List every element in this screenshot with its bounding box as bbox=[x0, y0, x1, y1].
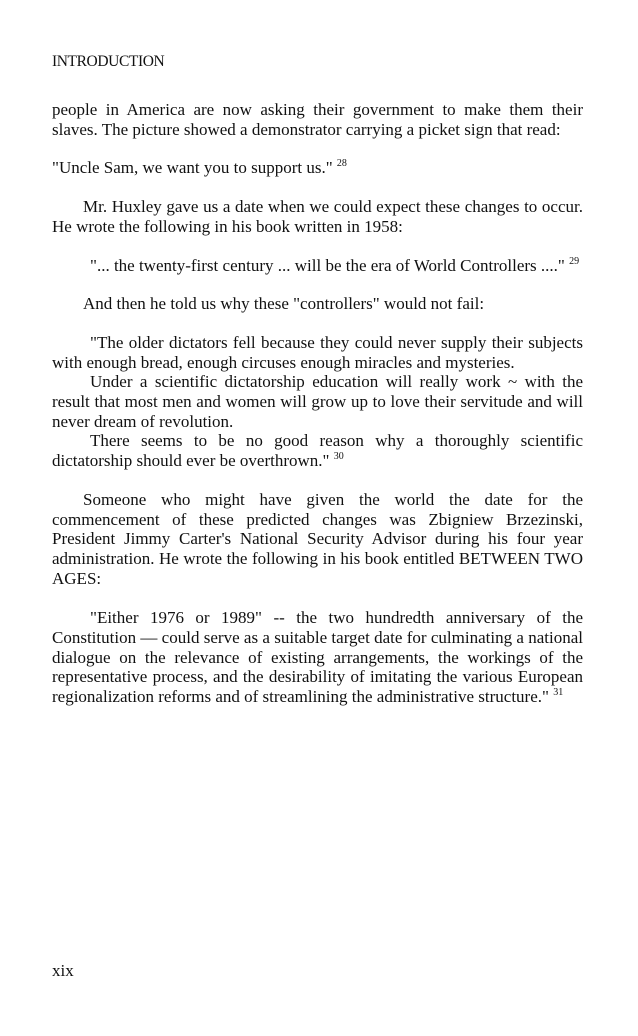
paragraph-brzezinski bbox=[52, 490, 583, 589]
paragraph-text: people in America are now asking their government to make them their slaves. The picture showed a demonstrator carrying a picket sign that read: bbox=[52, 100, 583, 139]
quote-scientific-dictatorship bbox=[52, 372, 583, 431]
page-body bbox=[52, 52, 583, 707]
quote-older-dictators bbox=[52, 333, 583, 372]
running-head: INTRODUCTION bbox=[52, 53, 165, 70]
paragraph-intro bbox=[52, 100, 583, 139]
paragraph-text: Mr. Huxley gave us a date when we could expect these changes to occur. He wrote the following in his book written in 1958: bbox=[52, 197, 583, 236]
quote-overthrown bbox=[52, 431, 583, 470]
quote-between-two-ages bbox=[52, 608, 583, 707]
quote-text: "... the twenty-first century ... will be the era of World Controllers ...." bbox=[90, 255, 565, 275]
footnote-ref: 28 bbox=[336, 158, 347, 170]
paragraph-controllers bbox=[52, 294, 583, 314]
quote-text: Under a scientific dictatorship education will really work ~ with the result that most men and women will grow up to love their servitude and will never dream of revolution. bbox=[52, 372, 583, 431]
quote-text: "Either 1976 or 1989" -- the two hundredth anniversary of the Constitution — could serve as a suitable target date for culminating a national dialogue on the relevance of existing arrangements, the workings of the representative process, and the desirability of imitating the various European regionalization reforms and of streamlining the administrative structure." bbox=[52, 608, 583, 707]
quote-text: "The older dictators fell because they could never supply their subjects with enough bread, enough circuses enough miracles and mysteries. bbox=[52, 332, 583, 372]
quote-text: There seems to be no good reason why a thoroughly scientific dictatorship should ever be overthrown." bbox=[52, 431, 583, 471]
footnote-ref: 30 bbox=[333, 451, 344, 463]
paragraph-huxley-date bbox=[52, 197, 583, 236]
quote-world-controllers bbox=[52, 256, 583, 276]
quote-uncle-sam bbox=[52, 158, 583, 178]
footnote-ref: 29 bbox=[569, 255, 580, 267]
page-number: xix bbox=[52, 961, 74, 980]
paragraph-text: And then he told us why these "controllers" would not fail: bbox=[83, 294, 485, 314]
footnote-ref: 31 bbox=[553, 687, 564, 699]
paragraph-text: Someone who might have given the world the date for the commencement of these predicted changes was Zbigniew Brzezinski, President Jimmy Carter's National Security Advisor during his four year administration. He wrote the following in his book entitled BETWEEN TWO AGES: bbox=[52, 489, 583, 588]
quote-text: "Uncle Sam, we want you to support us." bbox=[52, 158, 333, 178]
